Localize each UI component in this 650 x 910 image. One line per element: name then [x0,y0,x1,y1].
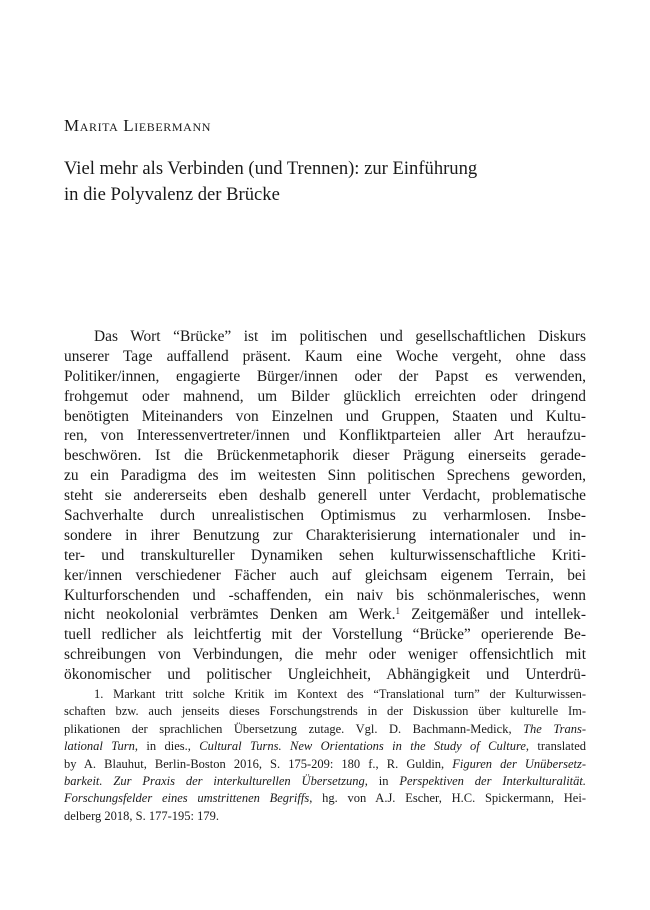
body-line: tuell redlicher als leichtfertig mit der Vorstellung “Brücke” operierende Be- [64,626,586,644]
footnote-line: delberg 2018, S. 177-195: 179. [64,808,219,823]
title-line: in die Polyvalenz der Brücke [64,184,280,205]
footnote-line [64,721,586,738]
title-line: Viel mehr als Verbinden (und Trennen): zur Einführung [64,158,478,179]
body-line: beschwören. Ist die Brückenmetaphorik dieser Prägung einerseits gerade- [64,447,586,465]
body-paragraph [64,327,586,685]
footnote-italic: Figuren der Unübersetz- [452,756,586,771]
body-line: unserer Tage auffallend präsent. Kaum eine Woche vergeht, ohne dass [64,347,586,365]
body-line: ökonomischer und politischer Ungleichheit, Abhängigkeit und Unterdrü- [64,666,586,684]
footnote-text: , translated [525,739,586,754]
footnote-text: , in dies., [134,739,200,754]
footnote-line [64,756,586,773]
footnote-italic: Perspektiven der Interkulturalität. [399,773,586,788]
footnote-text: , hg. von A.J. Escher, H.C. Spickermann, Hei- [309,791,586,806]
footnote-italic: barkeit. Zur Praxis der interkulturellen Übersetzung [64,773,365,788]
footnote-italic: lational Turn [64,739,135,754]
footnote-line [64,790,586,807]
body-line: ren, von Interessenvertreter/innen und Konfliktparteien aller Art heraufzu- [64,427,586,445]
body-line: zu ein Paradigma des im weitesten Sinn politischen Sprechens geworden, [64,467,586,485]
footnote-text: by A. Blauhut, Berlin-Boston 2016, S. 175-209: 180 f., R. Guldin, [64,756,453,771]
footnote-italic: The Trans- [523,721,586,736]
body-text: nicht neokolonial verbrämtes Denken am Werk. [64,606,396,624]
footnote-italic: Forschungsfelder eines umstrittenen Begriffs [64,791,310,806]
footnote-italic: Cultural Turns. New Orientations in the Study of Culture [199,739,526,754]
footnote-text: plikationen der sprachlichen Übersetzung zutage. Vgl. D. Bachmann-Medick, [64,721,524,736]
body-line: Politiker/innen, engagierte Bürger/innen oder der Papst es verwenden, [64,367,586,385]
footnote [64,686,586,825]
body-line: Das Wort “Brücke” ist im politischen und gesellschaftlichen Diskurs [94,328,586,345]
footnote-line [64,738,586,755]
body-line: steht sie andererseits eben deshalb generell unter Verdacht, problematische [64,487,586,505]
body-line: frohgemut oder mahnend, um Bilder glücklich erreichten oder dringend [64,387,586,405]
footnote-line: schaften bzw. auch jenseits dieses Forschungstrends in der Diskussion über kulturelle Im- [64,704,586,719]
body-line: ker/innen verschiedener Fächer auch auf gleichsam eigenem Terrain, bei [64,566,586,584]
body-text: Zeitgemäßer und intellek- [399,606,586,624]
footnote-line [64,773,586,790]
body-line: schreibungen von Verbindungen, die mehr oder weniger offensichtlich mit [64,646,586,664]
footnote-line: 1. Markant tritt solche Kritik im Kontext des “Translational turn” der Kulturwissen- [94,687,586,701]
chapter-title [64,156,584,208]
body-line: Kulturforschenden und -schaffenden, ein naiv bis schönmalerisches, wenn [64,586,586,604]
author-name: Marita Liebermann [64,116,211,135]
body-line: ter- und transkultureller Dynamiken sehen kulturwissenschaftliche Kriti- [64,546,586,564]
body-line [64,605,586,625]
body-line: sondere in ihrer Benutzung zur Charakterisierung internationaler und in- [64,526,586,544]
body-line: Sachverhalte durch unrealistischen Optimismus zu verharmlosen. Insbe- [64,507,586,525]
body-line: benötigten Miteinanders von Einzelnen und Gruppen, Staaten und Kultu- [64,407,586,425]
footnote-reference[interactable]: 1 [395,606,400,617]
footnote-text: , in [364,773,400,788]
